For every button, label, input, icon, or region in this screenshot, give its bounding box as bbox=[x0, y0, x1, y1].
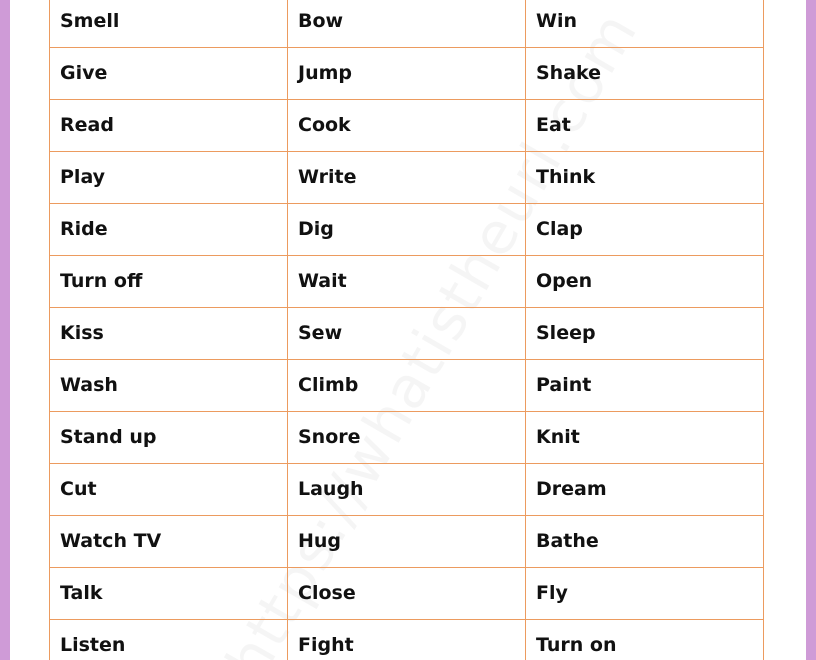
verb-cell: Turn on bbox=[526, 619, 764, 660]
verb-cell: Think bbox=[526, 151, 764, 203]
verb-cell: Fly bbox=[526, 567, 764, 619]
verb-cell: Paint bbox=[526, 359, 764, 411]
verb-cell: Shake bbox=[526, 47, 764, 99]
table-row bbox=[50, 411, 764, 463]
verb-cell: Play bbox=[50, 151, 288, 203]
verb-cell: Cut bbox=[50, 463, 288, 515]
table-row bbox=[50, 203, 764, 255]
verb-cell: Smell bbox=[50, 0, 288, 47]
verb-cell: Watch TV bbox=[50, 515, 288, 567]
table-row bbox=[50, 0, 764, 47]
verb-cell: Win bbox=[526, 0, 764, 47]
verb-cell: Listen bbox=[50, 619, 288, 660]
table-row bbox=[50, 619, 764, 660]
verb-cell: Dig bbox=[288, 203, 526, 255]
left-border-bar bbox=[0, 0, 10, 660]
verb-cell: Talk bbox=[50, 567, 288, 619]
verb-cell: Sew bbox=[288, 307, 526, 359]
worksheet-page bbox=[10, 0, 806, 660]
verb-cell: Kiss bbox=[50, 307, 288, 359]
verb-cell: Read bbox=[50, 99, 288, 151]
table-row bbox=[50, 151, 764, 203]
table-row bbox=[50, 463, 764, 515]
table-row bbox=[50, 359, 764, 411]
verb-cell: Close bbox=[288, 567, 526, 619]
verb-cell: Bathe bbox=[526, 515, 764, 567]
verb-cell: Knit bbox=[526, 411, 764, 463]
verb-cell: Stand up bbox=[50, 411, 288, 463]
verb-cell: Open bbox=[526, 255, 764, 307]
table-row bbox=[50, 515, 764, 567]
verb-cell: Wait bbox=[288, 255, 526, 307]
verb-cell: Hug bbox=[288, 515, 526, 567]
verb-cell: Laugh bbox=[288, 463, 526, 515]
verb-cell: Climb bbox=[288, 359, 526, 411]
verb-cell: Jump bbox=[288, 47, 526, 99]
verb-cell: Wash bbox=[50, 359, 288, 411]
table-row bbox=[50, 567, 764, 619]
verb-cell: Ride bbox=[50, 203, 288, 255]
table-row bbox=[50, 99, 764, 151]
verb-cell: Give bbox=[50, 47, 288, 99]
verb-cell: Fight bbox=[288, 619, 526, 660]
verb-cell: Eat bbox=[526, 99, 764, 151]
table-row bbox=[50, 47, 764, 99]
table-row bbox=[50, 255, 764, 307]
verb-table-body bbox=[50, 0, 764, 660]
verb-cell: Dream bbox=[526, 463, 764, 515]
verb-cell: Cook bbox=[288, 99, 526, 151]
table-row bbox=[50, 307, 764, 359]
verb-cell: Bow bbox=[288, 0, 526, 47]
verb-cell: Snore bbox=[288, 411, 526, 463]
right-border-bar bbox=[806, 0, 816, 660]
verb-table bbox=[49, 0, 764, 660]
verb-cell: Sleep bbox=[526, 307, 764, 359]
verb-cell: Write bbox=[288, 151, 526, 203]
verb-cell: Clap bbox=[526, 203, 764, 255]
verb-cell: Turn off bbox=[50, 255, 288, 307]
